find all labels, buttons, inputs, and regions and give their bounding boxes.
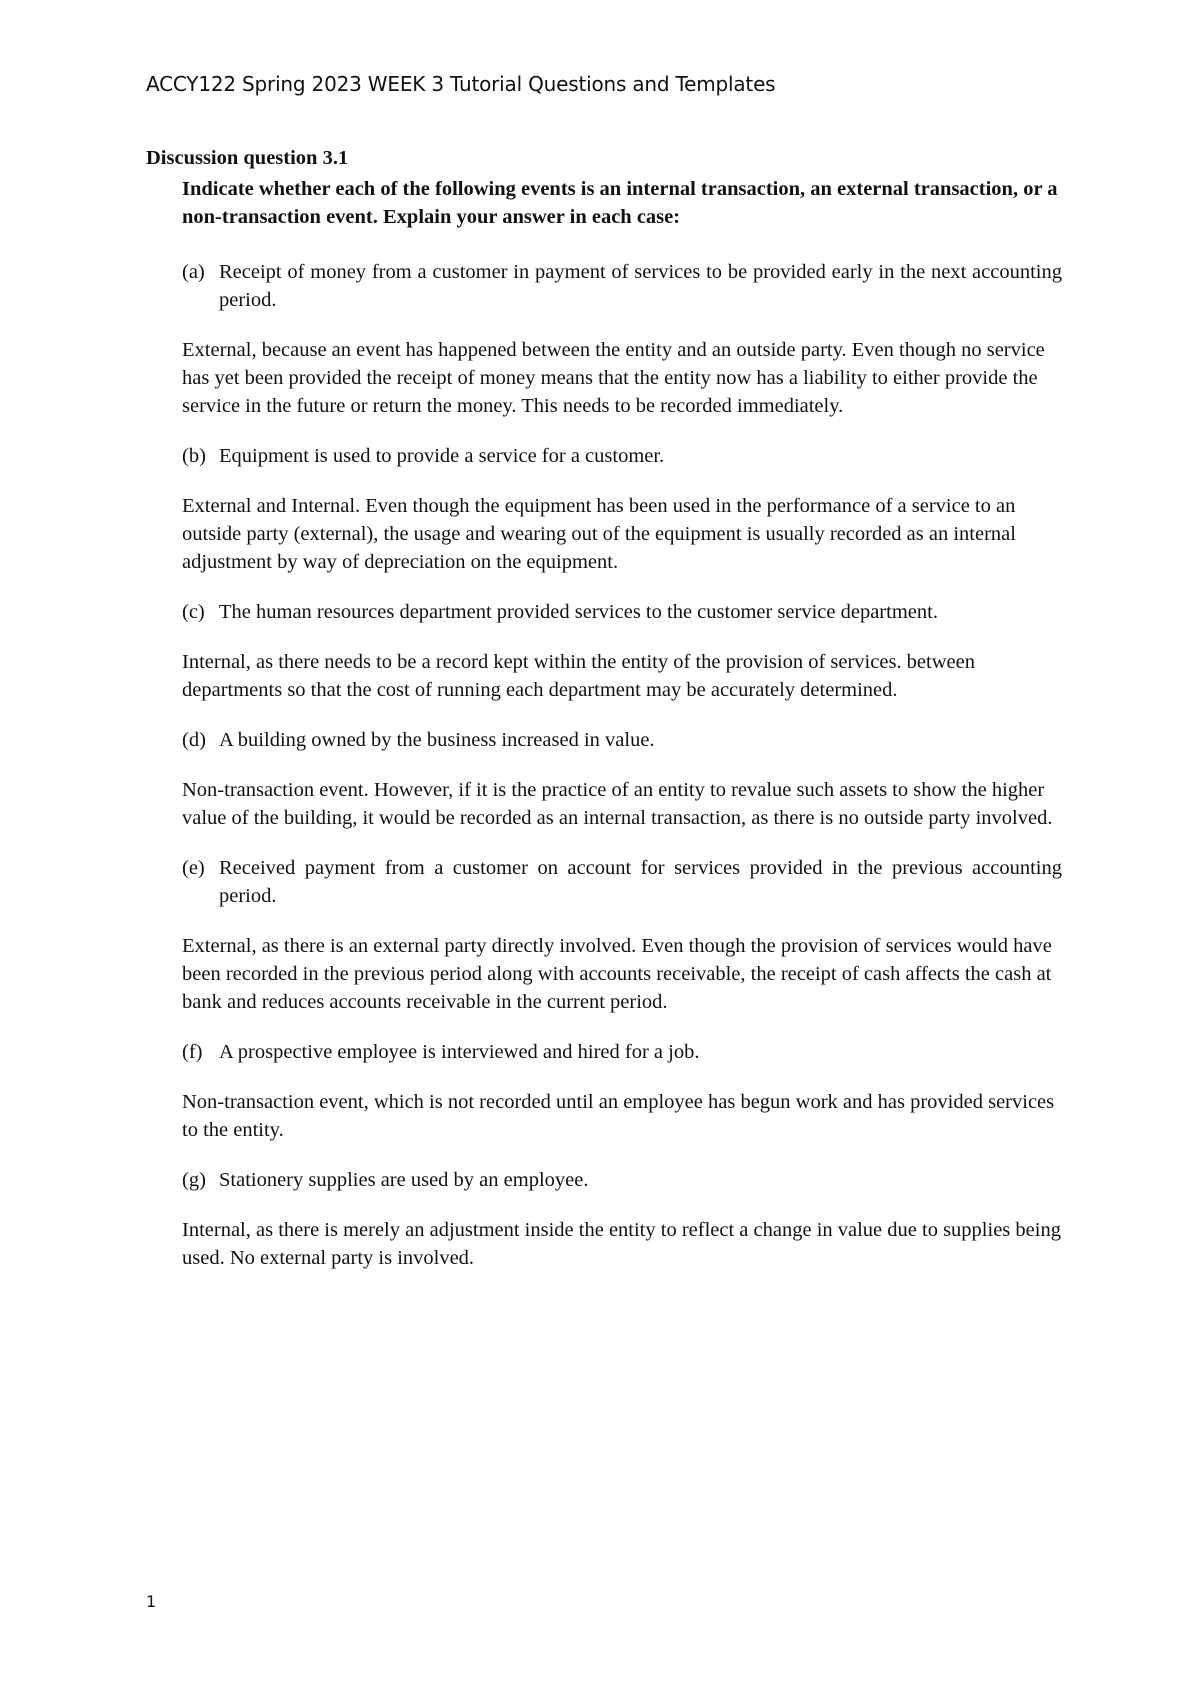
event-item	[182, 726, 1062, 754]
event-marker: (g)	[182, 1169, 206, 1191]
event-marker: (c)	[182, 601, 205, 623]
question-prompt: Indicate whether each of the following events is an internal transaction, an external transaction, or a non-transaction event. Explain your answer in each case:	[182, 178, 1058, 228]
answer-text: External, as there is an external party directly involved. Even though the provision of services would have been recorded in the previous period along with accounts receivable, the receipt of cash affects the cash at bank and reduces accounts receivable in the current period.	[182, 935, 1052, 1013]
document-title: ACCY122 Spring 2023 WEEK 3 Tutorial Questions and Templates	[146, 72, 776, 96]
event-marker: (d)	[182, 729, 206, 751]
event-marker: (f)	[182, 1041, 203, 1063]
answer-text: Internal, as there is merely an adjustment inside the entity to reflect a change in value due to supplies being used. No external party is involved.	[182, 1219, 1061, 1269]
event-text: Stationery supplies are used by an employee.	[219, 1169, 589, 1191]
event-marker: (e)	[182, 857, 205, 879]
event-text: Receipt of money from a customer in payment of services to be provided early in the next accounting period.	[219, 261, 1062, 311]
event-item	[182, 1166, 1062, 1194]
page-number: 1	[146, 1592, 157, 1611]
answer-text: Internal, as there needs to be a record kept within the entity of the provision of services. between departments so that the cost of running each department may be accurately determined.	[182, 651, 975, 701]
event-text: A building owned by the business increased in value.	[219, 729, 655, 751]
event-item	[182, 854, 1062, 910]
answer-text: Non-transaction event. However, if it is the practice of an entity to revalue such assets to show the higher value of the building, it would be recorded as an internal transaction, as there is no outside party involved.	[182, 779, 1053, 829]
question-items	[182, 258, 1062, 1294]
question-heading: Discussion question 3.1	[146, 147, 349, 169]
event-text: The human resources department provided services to the customer service department.	[219, 601, 938, 623]
event-text: Equipment is used to provide a service for a customer.	[219, 445, 665, 467]
event-marker: (a)	[182, 261, 205, 283]
answer-text: External and Internal. Even though the equipment has been used in the performance of a service to an outside party (external), the usage and wearing out of the equipment is usually recorded as an internal adjustment by way of depreciation on the equipment.	[182, 495, 1016, 573]
answer-text: Non-transaction event, which is not recorded until an employee has begun work and has provided services to the entity.	[182, 1091, 1055, 1141]
event-item	[182, 1038, 1062, 1066]
answer-text: External, because an event has happened between the entity and an outside party. Even though no service has yet been provided the receipt of money means that the entity now has a liability to either provide the service in the future or return the money. This needs to be recorded immediately.	[182, 339, 1045, 417]
event-text: Received payment from a customer on account for services provided in the previous accounting period.	[219, 857, 1062, 907]
event-item	[182, 442, 1062, 470]
event-item	[182, 598, 1062, 626]
event-text: A prospective employee is interviewed and hired for a job.	[219, 1041, 700, 1063]
event-item	[182, 258, 1062, 314]
event-marker: (b)	[182, 445, 206, 467]
